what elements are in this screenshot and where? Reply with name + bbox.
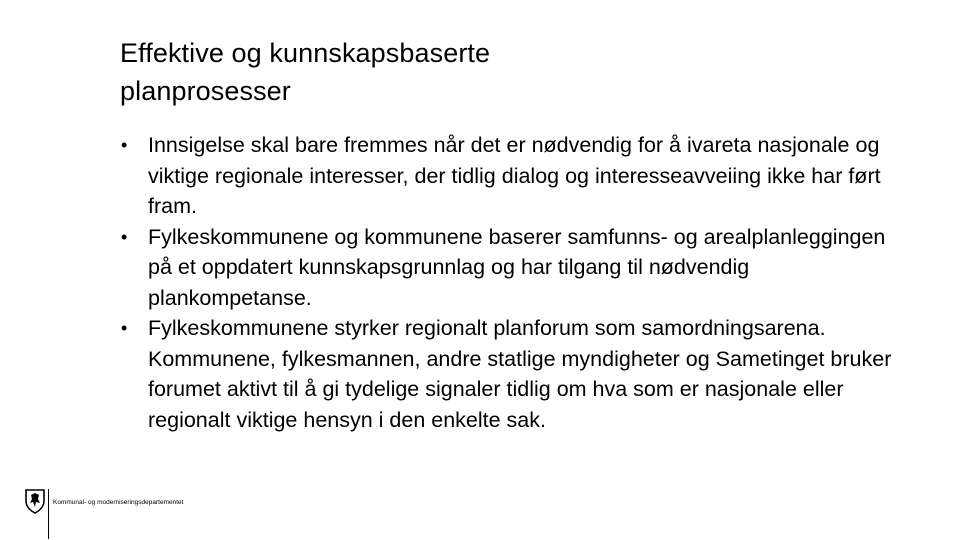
title-line-1: Effektive og kunnskapsbaserte xyxy=(120,38,491,68)
title-line-2: planprosesser xyxy=(120,76,291,106)
footer-divider xyxy=(48,489,49,539)
bullet-list xyxy=(118,130,898,435)
coat-of-arms-icon xyxy=(24,488,46,514)
bullet-dot: • xyxy=(121,135,128,155)
bullet-text: Innsigelse skal bare fremmes når det er nødvendig for å ivareta nasjonale og viktige regionale interesser, der tidlig dialog og interesseavveiing ikke har ført fram. xyxy=(148,133,881,218)
bullet-item xyxy=(118,130,898,222)
bullet-dot: • xyxy=(121,226,128,247)
bullet-item xyxy=(118,222,898,314)
bullet-text: Fylkeskommunene og kommunene baserer samfunns- og arealplanleggingen på et oppdatert kunnskapsgrunnlag og har tilgang til nødvendig plankompetanse. xyxy=(148,224,886,310)
bullet-dot: • xyxy=(121,318,128,338)
bullet-item xyxy=(118,313,898,435)
slide-title xyxy=(120,34,680,110)
ministry-name: Kommunal- og moderniseringsdepartementet xyxy=(53,499,184,506)
bullet-text: Fylkeskommunene styrker regionalt planforum som samordningsarena. Kommunene, fylkesmannen, andre statlige myndigheter og Sametinget bruker forumet aktivt til å gi tydelige signaler tidlig om hva som er nasjonale eller regionalt viktige hensyn i den enkelte sak. xyxy=(148,316,892,432)
